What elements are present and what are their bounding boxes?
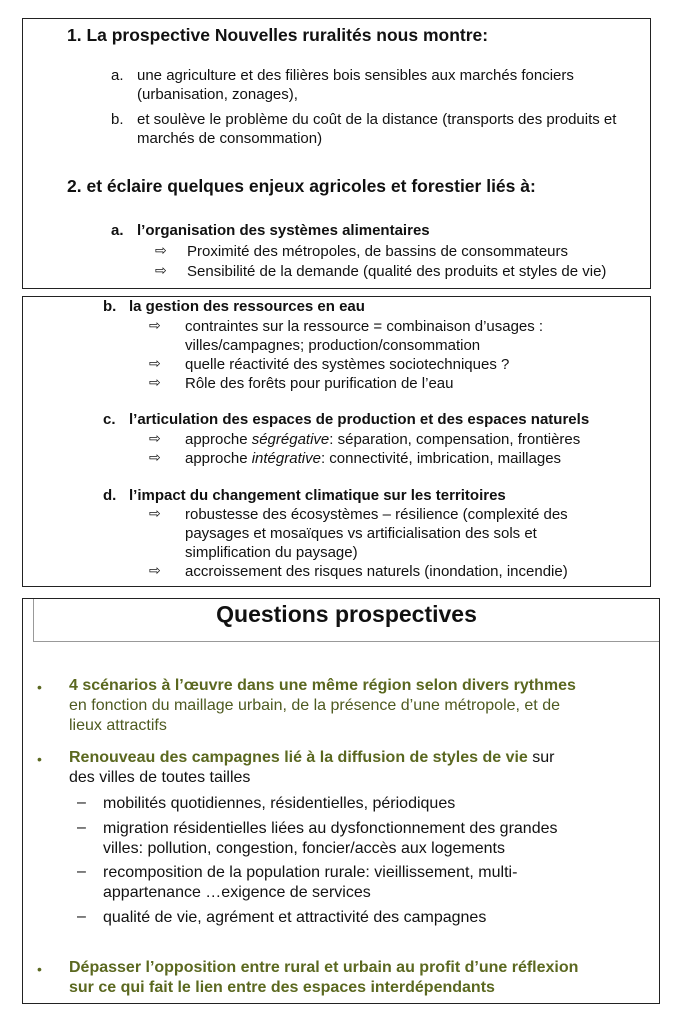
list-item-b: et soulève le problème du coût de la distance (transports des produits et marchés de consommation) (137, 111, 617, 147)
section-box-1 (22, 18, 651, 289)
dash-icon: – (77, 863, 86, 880)
heading-1: 1. La prospective Nouvelles ruralités nous montre: (67, 25, 489, 45)
slide-title: Questions prospectives (33, 599, 659, 642)
list-item: quelle réactivité des systèmes sociotechniques ? (185, 356, 510, 373)
question-2: Renouveau des campagnes lié à la diffusion de styles de vie sur des villes de toutes tailles (69, 749, 555, 786)
list-item: Sensibilité de la demande (qualité des produits et styles de vie) (187, 263, 607, 280)
list-item: approche ségrégative: séparation, compensation, frontières (185, 431, 581, 448)
list-item-a: une agriculture et des filières bois sensibles aux marchés fonciers (urbanisation, zonages), (137, 67, 574, 103)
list-item: accroissement des risques naturels (inondation, incendie) (185, 563, 568, 580)
list-item: recomposition de la population rurale: vieillissement, multi- appartenance …exigence de services (103, 864, 518, 901)
dash-icon: – (77, 794, 86, 811)
list-item: Proximité des métropoles, de bassins de consommateurs (187, 243, 569, 260)
list-item: robustesse des écosystèmes – résilience (complexité des paysages et mosaïques vs artificialisation des sols et simplification du paysage) (185, 506, 568, 561)
arrow-icon: ⇨ (149, 449, 161, 465)
section-box-2 (22, 296, 651, 587)
list-marker: a. (111, 67, 124, 84)
subheading: la gestion des ressources en eau (129, 298, 365, 315)
arrow-icon: ⇨ (149, 562, 161, 578)
subheading: l’articulation des espaces de production et des espaces naturels (129, 411, 590, 428)
arrow-icon: ⇨ (149, 317, 161, 333)
list-marker: a. (111, 222, 124, 239)
dash-icon: – (77, 819, 86, 836)
arrow-icon: ⇨ (149, 374, 161, 390)
section-box-3 (22, 598, 660, 1004)
question-1: 4 scénarios à l’œuvre dans une même région selon divers rythmes en fonction du maillage urbain, de la présence d’une métropole, et de lieux attractifs (69, 677, 576, 734)
bullet-icon: • (37, 751, 42, 767)
list-marker: b. (103, 298, 117, 315)
arrow-icon: ⇨ (149, 505, 161, 521)
list-marker: c. (103, 411, 116, 428)
arrow-icon: ⇨ (149, 430, 161, 446)
list-item: Rôle des forêts pour purification de l’eau (185, 375, 454, 392)
list-marker: b. (111, 111, 124, 128)
bullet-icon: • (37, 679, 42, 695)
subheading: l’organisation des systèmes alimentaires (137, 222, 430, 239)
list-item: qualité de vie, agrément et attractivité des campagnes (103, 909, 487, 926)
list-marker: d. (103, 487, 117, 504)
list-item: contraintes sur la ressource = combinaison d’usages : villes/campagnes; production/consommation (185, 318, 544, 354)
list-item: mobilités quotidiennes, résidentielles, périodiques (103, 795, 456, 812)
question-3: Dépasser l’opposition entre rural et urbain au profit d’une réflexion sur ce qui fait le lien entre des espaces interdépendants (69, 959, 579, 996)
arrow-icon: ⇨ (149, 355, 161, 371)
bullet-icon: • (37, 961, 42, 977)
arrow-icon: ⇨ (155, 242, 167, 258)
subheading: l’impact du changement climatique sur les territoires (129, 487, 506, 504)
list-item: approche intégrative: connectivité, imbrication, maillages (185, 450, 562, 467)
arrow-icon: ⇨ (155, 262, 167, 278)
list-item: migration résidentielles liées au dysfonctionnement des grandes villes: pollution, congestion, foncier/accès aux logements (103, 820, 558, 857)
heading-2: 2. et éclaire quelques enjeux agricoles et forestier liés à: (67, 176, 536, 196)
dash-icon: – (77, 908, 86, 925)
